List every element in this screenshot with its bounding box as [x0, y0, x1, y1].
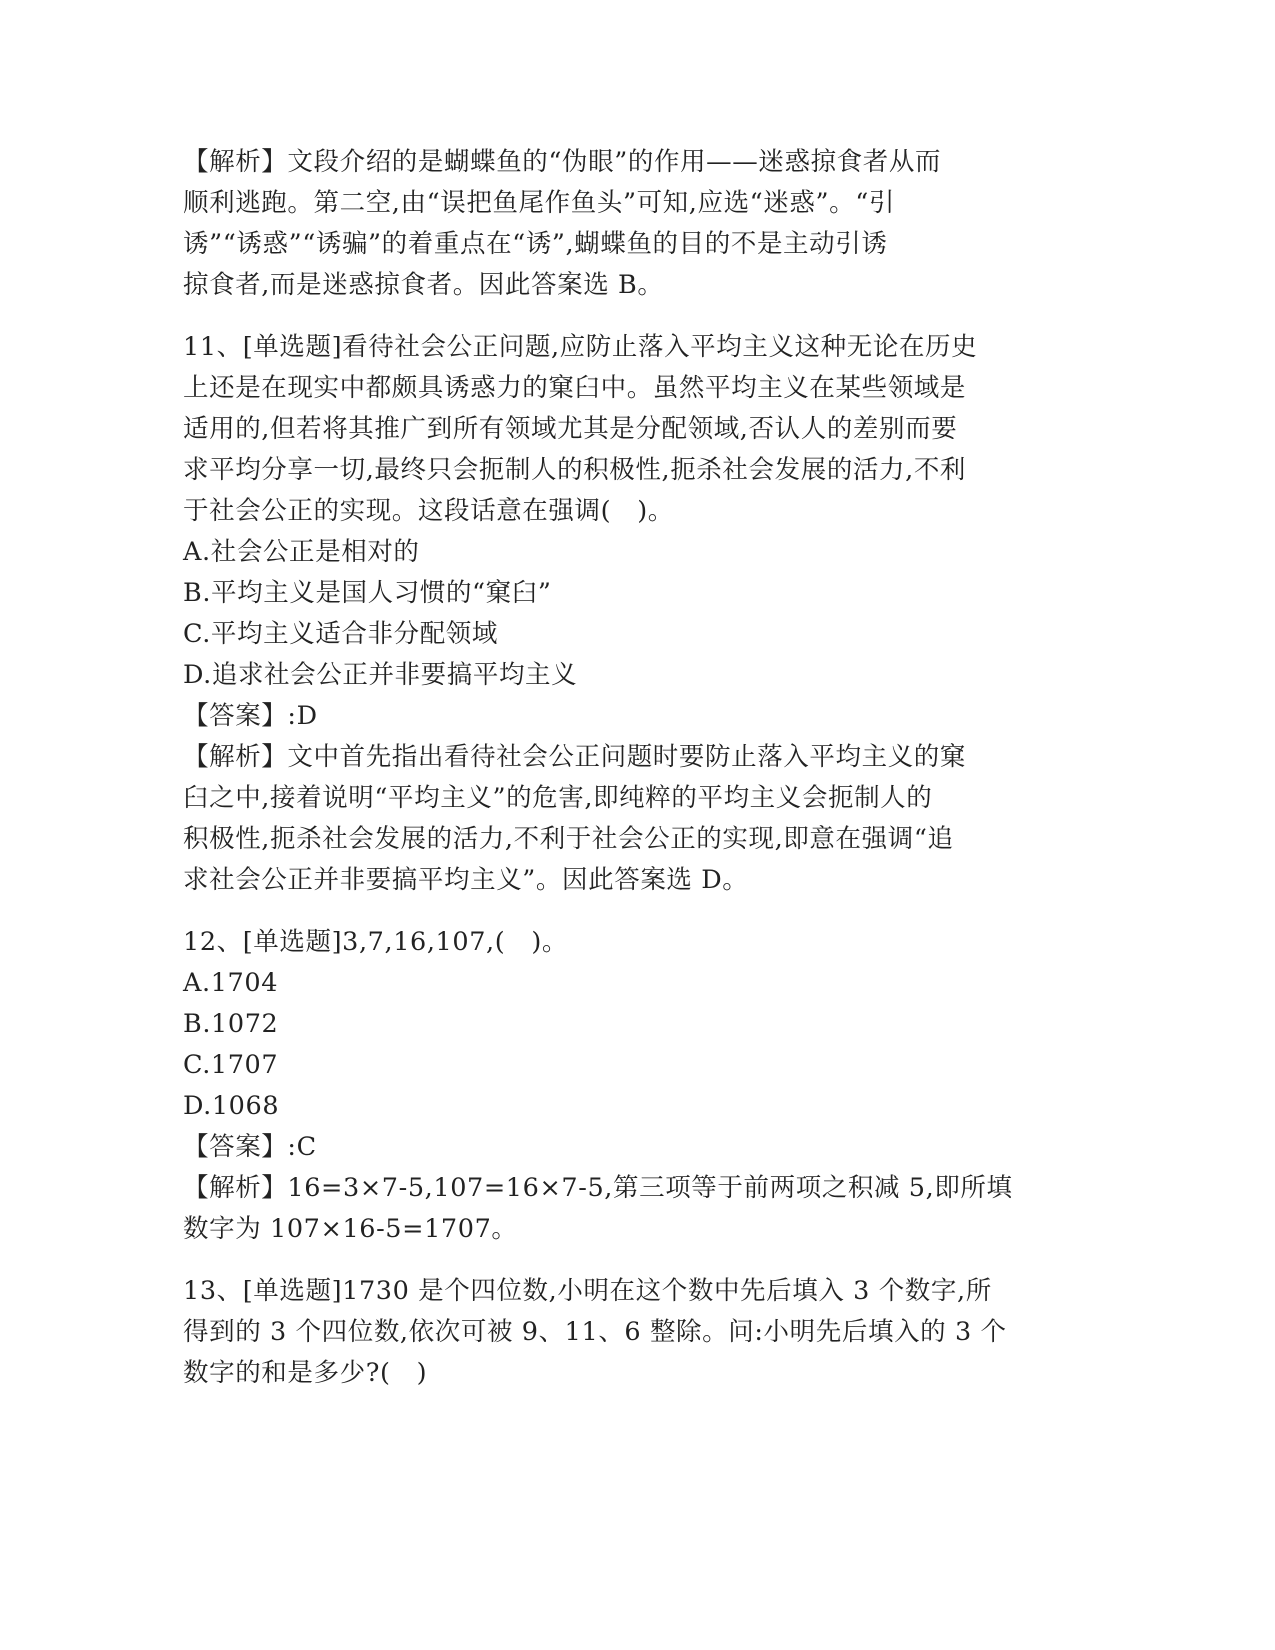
q12-analysis-line-1: 【解析】16=3×7-5,107=16×7-5,第三项等于前两项之积减 5,即所填: [183, 1173, 1013, 1203]
q11-stem-line-5: 于社会公正的实现。这段话意在强调( )。: [183, 496, 674, 526]
q12-stem-line-1: 12、[单选题]3,7,16,107,( )。: [183, 927, 569, 957]
q13-stem-line-3: 数字的和是多少?( ): [183, 1358, 428, 1388]
q11-stem-line-4: 求平均分享一切,最终只会扼制人的积极性,扼杀社会发展的活力,不利: [183, 455, 967, 485]
q11-option-b: B.平均主义是国人习惯的“窠臼”: [183, 578, 552, 608]
q12-analysis-line-2: 数字为 107×16-5=1707。: [183, 1214, 518, 1244]
q11-stem-line-2: 上还是在现实中都颇具诱惑力的窠臼中。虽然平均主义在某些领域是: [183, 373, 967, 403]
q10-analysis-line-4: 掠食者,而是迷惑掠食者。因此答案选 B。: [183, 270, 664, 300]
q13-stem-line-2: 得到的 3 个四位数,依次可被 9、11、6 整除。问:小明先后填入的 3 个: [183, 1317, 1007, 1347]
q10-analysis-line-3: 诱”“诱惑”“诱骗”的着重点在“诱”,蝴蝶鱼的目的不是主动引诱: [183, 229, 888, 259]
q12-option-b: B.1072: [183, 1009, 279, 1039]
q11-option-d: D.追求社会公正并非要搞平均主义: [183, 660, 578, 690]
q11-answer: 【答案】:D: [183, 701, 318, 731]
q12-answer: 【答案】:C: [183, 1132, 317, 1162]
q11-analysis-line-3: 积极性,扼杀社会发展的活力,不利于社会公正的实现,即意在强调“追: [183, 824, 954, 854]
q10-analysis-line-2: 顺利逃跑。第二空,由“误把鱼尾作鱼头”可知,应选“迷惑”。“引: [183, 188, 895, 218]
q12-option-a: A.1704: [183, 968, 279, 998]
q11-option-a: A.社会公正是相对的: [183, 537, 420, 567]
q11-option-c: C.平均主义适合非分配领域: [183, 619, 499, 649]
q11-stem-line-1: 11、[单选题]看待社会公正问题,应防止落入平均主义这种无论在历史: [183, 332, 978, 362]
q11-analysis-line-1: 【解析】文中首先指出看待社会公正问题时要防止落入平均主义的窠: [183, 742, 967, 772]
q11-stem-line-3: 适用的,但若将其推广到所有领域尤其是分配领域,否认人的差别而要: [183, 414, 958, 444]
q12-option-c: C.1707: [183, 1050, 279, 1080]
q13-stem-line-1: 13、[单选题]1730 是个四位数,小明在这个数中先后填入 3 个数字,所: [183, 1276, 992, 1306]
q11-analysis-line-2: 臼之中,接着说明“平均主义”的危害,即纯粹的平均主义会扼制人的: [183, 783, 933, 813]
q10-analysis-line-1: 【解析】文段介绍的是蝴蝶鱼的“伪眼”的作用——迷惑掠食者从而: [183, 147, 942, 177]
q11-analysis-line-4: 求社会公正并非要搞平均主义”。因此答案选 D。: [183, 865, 749, 895]
q12-option-d: D.1068: [183, 1091, 280, 1121]
